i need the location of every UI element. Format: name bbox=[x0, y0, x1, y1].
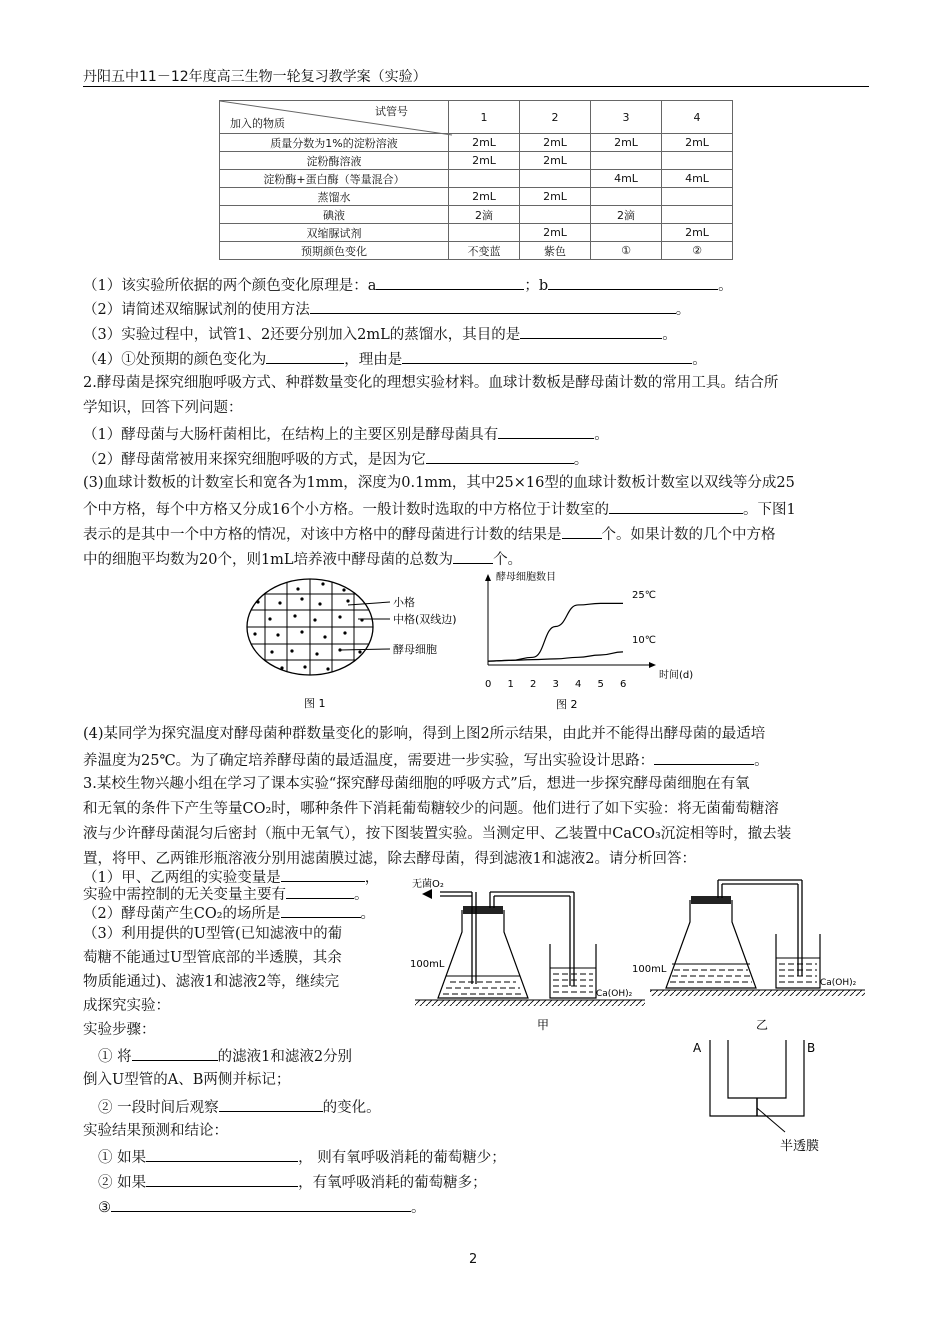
apparatus-figure bbox=[410, 872, 870, 1162]
series-line-25c bbox=[488, 603, 623, 661]
cell bbox=[449, 224, 520, 242]
q3-a6: 物质能通过)、滤液1和滤液2等，继续完 bbox=[83, 974, 340, 990]
col-header: 4 bbox=[662, 101, 733, 134]
row-label: 质量分数为1%的淀粉溶液 bbox=[220, 134, 449, 152]
cell bbox=[662, 206, 733, 224]
series-line-10c bbox=[488, 652, 623, 661]
cell: 2滴 bbox=[591, 206, 662, 224]
q3-a1: （1）甲、乙两组的实验变量是 ， bbox=[83, 866, 379, 887]
cell: 2mL bbox=[520, 134, 591, 152]
table-row bbox=[220, 188, 733, 206]
q3-results-title: 实验结果预测和结论： bbox=[83, 1123, 228, 1139]
q2-line-2: （2）酵母菌常被用来探究细胞呼吸的方式，是因为它 。 bbox=[83, 448, 588, 470]
row-label: 淀粉酶溶液 bbox=[220, 152, 449, 170]
cell bbox=[520, 206, 591, 224]
q1-line-3: （3）实验过程中，试管1、2还要分别加入2mL的蒸馏水，其目的是 。 bbox=[83, 323, 677, 345]
x-tick-label: 3 bbox=[552, 679, 559, 690]
label-yeast-cell: 酵母细胞 bbox=[393, 643, 437, 656]
q1-line-1: （1）该实验所依据的两个颜色变化原理是：a ；b 。 bbox=[83, 274, 733, 296]
y-axis-arrow bbox=[485, 574, 491, 581]
volume-label: 100mL bbox=[410, 959, 445, 970]
q3-intro-2: 和无氧的条件下产生等量CO₂时，哪种条件下消耗葡萄糖较少的问题。他们进行了如下实验：将无菌葡萄糖溶 bbox=[83, 801, 779, 817]
cell: 2mL bbox=[662, 134, 733, 152]
q2-line-3: (3)血球计数板的计数室长和宽各为1mm，深度为0.1mm，其中25×16型的血球计数板计数室以双线等分成25 bbox=[83, 475, 795, 491]
table-row bbox=[220, 152, 733, 170]
u-tube bbox=[693, 1040, 819, 1154]
cell bbox=[591, 152, 662, 170]
x-tick-label: 6 bbox=[620, 679, 627, 690]
page-header: 丹阳五中11－12年度高三生物一轮复习教学案（实验） bbox=[83, 69, 427, 85]
answer-blank[interactable] bbox=[146, 1171, 298, 1187]
answer-blank[interactable] bbox=[562, 523, 602, 539]
cell: 不变蓝 bbox=[449, 242, 520, 260]
cell bbox=[662, 152, 733, 170]
cell: 2mL bbox=[662, 224, 733, 242]
row-label: 淀粉酶+蛋白酶（等量混合） bbox=[220, 170, 449, 188]
answer-blank[interactable] bbox=[498, 423, 594, 439]
caoh-label: Ca(OH)₂ bbox=[596, 989, 633, 999]
apparatus-yi bbox=[632, 880, 865, 1032]
q3-a5: 萄糖不能通过U型管底部的半透膜，其余 bbox=[83, 950, 342, 966]
table-corner-cell bbox=[220, 101, 449, 134]
o2-label: 无菌O₂ bbox=[412, 879, 444, 890]
q3-a2: 实验中需控制的无关变量主要有 。 bbox=[83, 883, 369, 904]
label-small-grid: 小格 bbox=[393, 596, 415, 609]
cell: 2mL bbox=[520, 188, 591, 206]
table-row bbox=[220, 170, 733, 188]
answer-blank[interactable] bbox=[376, 274, 524, 290]
corner-top-label: 试管号 bbox=[375, 105, 408, 118]
cell: 4mL bbox=[662, 170, 733, 188]
q2-line-8: 养温度为25℃。为了确定培养酵母菌的最适温度，需要进一步实验，写出实验设计思路： 。 bbox=[83, 749, 769, 771]
answer-blank[interactable] bbox=[132, 1045, 218, 1061]
q3-intro-1: 3.某校生物兴趣小组在学习了课本实验“探究酵母菌细胞的呼吸方式”后，想进一步探究酵母菌细胞在有氧 bbox=[83, 776, 750, 792]
answer-blank[interactable] bbox=[654, 749, 754, 765]
x-tick-label: 2 bbox=[530, 679, 537, 690]
row-label: 蒸馏水 bbox=[220, 188, 449, 206]
row-label: 碘液 bbox=[220, 206, 449, 224]
caoh-label-2: Ca(OH)₂ bbox=[820, 978, 857, 988]
x-axis-arrow bbox=[649, 662, 656, 668]
cell bbox=[520, 170, 591, 188]
series-label-25c: 25℃ bbox=[632, 590, 656, 601]
x-tick-label: 0 bbox=[485, 679, 492, 690]
header-rule bbox=[83, 86, 869, 87]
answer-blank[interactable] bbox=[286, 883, 354, 899]
q3-result-2: ② 如果 ，有氧呼吸消耗的葡萄糖多； bbox=[98, 1171, 487, 1193]
cell: 2mL bbox=[449, 188, 520, 206]
x-tick-label: 5 bbox=[597, 679, 604, 690]
q3-intro-4: 置，将甲、乙两锥形瓶溶液分别用滤菌膜过滤，除去酵母菌，得到滤液1和滤液2。请分析回答： bbox=[83, 851, 696, 867]
label-mid-grid: 中格(双线边) bbox=[393, 613, 457, 626]
answer-blank[interactable] bbox=[310, 298, 676, 314]
figure-1-caption: 图 1 bbox=[304, 697, 326, 710]
answer-blank[interactable] bbox=[266, 348, 344, 364]
q3-step-1-cont: 倒入U型管的A、B两侧并标记； bbox=[83, 1072, 291, 1088]
cell: 2mL bbox=[591, 134, 662, 152]
apparatus-jia bbox=[410, 877, 645, 1032]
row-label: 预期颜色变化 bbox=[220, 242, 449, 260]
answer-blank[interactable] bbox=[453, 548, 493, 564]
answer-blank[interactable] bbox=[609, 498, 743, 514]
answer-blank[interactable] bbox=[520, 323, 662, 339]
cell: 4mL bbox=[591, 170, 662, 188]
cell: 2mL bbox=[449, 152, 520, 170]
figure-2-chart bbox=[470, 568, 694, 718]
col-header: 2 bbox=[520, 101, 591, 134]
q3-intro-3: 液与少许酵母菌混匀后密封（瓶中无氧气），按下图装置实验。当测定甲、乙装置中CaCO₃沉淀相等时，撤去装 bbox=[83, 826, 792, 842]
col-header: 1 bbox=[449, 101, 520, 134]
q3-a7: 成探究实验： bbox=[83, 998, 170, 1014]
q2-intro-2: 学知识，回答下列问题： bbox=[83, 400, 243, 416]
figure-1 bbox=[240, 572, 460, 712]
series-label-10c: 10℃ bbox=[632, 635, 656, 646]
cell: 2mL bbox=[520, 224, 591, 242]
volume-label-2: 100mL bbox=[632, 964, 667, 975]
x-axis-label: 时间(d) bbox=[659, 670, 694, 681]
q3-step-1: ① 将 的滤液1和滤液2分别 bbox=[98, 1045, 352, 1067]
row-label: 双缩脲试剂 bbox=[220, 224, 449, 242]
jia-caption: 甲 bbox=[537, 1018, 550, 1032]
x-tick-label: 1 bbox=[507, 679, 514, 690]
answer-blank[interactable] bbox=[281, 902, 361, 918]
cell: ② bbox=[662, 242, 733, 260]
q3-result-3: ③ 。 bbox=[98, 1196, 426, 1218]
col-header: 3 bbox=[591, 101, 662, 134]
table-row bbox=[220, 206, 733, 224]
q2-line-5: 表示的是其中一个中方格的情况，对该中方格中的酵母菌进行计数的结果是 个。如果计数的几个中方格 bbox=[83, 523, 776, 545]
x-tick-label: 4 bbox=[575, 679, 582, 690]
figure-2-caption: 图 2 bbox=[556, 698, 578, 711]
q2-line-7: (4)某同学为探究温度对酵母菌种群数量变化的影响，得到上图2所示结果，由此并不能得出酵母菌的最适培 bbox=[83, 726, 766, 742]
q2-line-4: 个中方格，每个中方格又分成16个小方格。一般计数时选取的中方格位于计数室的 。下图1 bbox=[83, 498, 796, 520]
table-row bbox=[220, 224, 733, 242]
cell: 紫色 bbox=[520, 242, 591, 260]
yi-caption: 乙 bbox=[756, 1018, 769, 1032]
q1-line-4: （4）①处预期的颜色变化为 ，理由是 。 bbox=[83, 348, 707, 370]
experiment-table bbox=[219, 100, 733, 260]
answer-blank[interactable] bbox=[146, 1146, 298, 1162]
cell bbox=[591, 224, 662, 242]
cell bbox=[591, 188, 662, 206]
page-number: 2 bbox=[469, 1252, 478, 1267]
q3-steps-title: 实验步骤： bbox=[83, 1022, 156, 1038]
answer-blank[interactable] bbox=[281, 866, 365, 882]
cell: 2mL bbox=[520, 152, 591, 170]
q2-line-6: 中的细胞平均数为20个，则1mL培养液中酵母菌的总数为 个。 bbox=[83, 548, 522, 570]
table-row bbox=[220, 242, 733, 260]
answer-blank[interactable] bbox=[402, 348, 692, 364]
answer-blank[interactable] bbox=[219, 1096, 323, 1112]
q3-a4: （3）利用提供的U型管(已知滤液中的葡 bbox=[83, 926, 343, 942]
q3-step-2: ② 一段时间后观察 的变化。 bbox=[98, 1096, 381, 1118]
u-tube-label-b: B bbox=[807, 1041, 816, 1055]
u-tube-label-a: A bbox=[693, 1041, 702, 1055]
cell bbox=[662, 188, 733, 206]
q3-result-1: ① 如果 ， 则有氧呼吸消耗的葡萄糖少； bbox=[98, 1146, 506, 1168]
q1-line-2: （2）请简述双缩脲试剂的使用方法 。 bbox=[83, 298, 690, 320]
grid bbox=[240, 572, 380, 682]
membrane-label: 半透膜 bbox=[780, 1139, 820, 1154]
q2-line-1: （1）酵母菌与大肠杆菌相比，在结构上的主要区别是酵母菌具有 。 bbox=[83, 423, 609, 445]
q2-intro-1: 2.酵母菌是探究细胞呼吸方式、种群数量变化的理想实验材料。血球计数板是酵母菌计数的常用工具。结合所 bbox=[83, 375, 779, 391]
y-axis-label: 酵母细胞数目 bbox=[496, 572, 556, 583]
cell: 2mL bbox=[449, 134, 520, 152]
answer-blank[interactable] bbox=[548, 274, 718, 290]
cell: ① bbox=[591, 242, 662, 260]
q3-a3: （2）酵母菌产生CO₂的场所是 。 bbox=[83, 902, 375, 924]
corner-bottom-label: 加入的物质 bbox=[230, 117, 285, 130]
answer-blank[interactable] bbox=[111, 1196, 411, 1212]
table-row bbox=[220, 134, 733, 152]
cell: 2滴 bbox=[449, 206, 520, 224]
cell bbox=[449, 170, 520, 188]
answer-blank[interactable] bbox=[426, 448, 574, 464]
